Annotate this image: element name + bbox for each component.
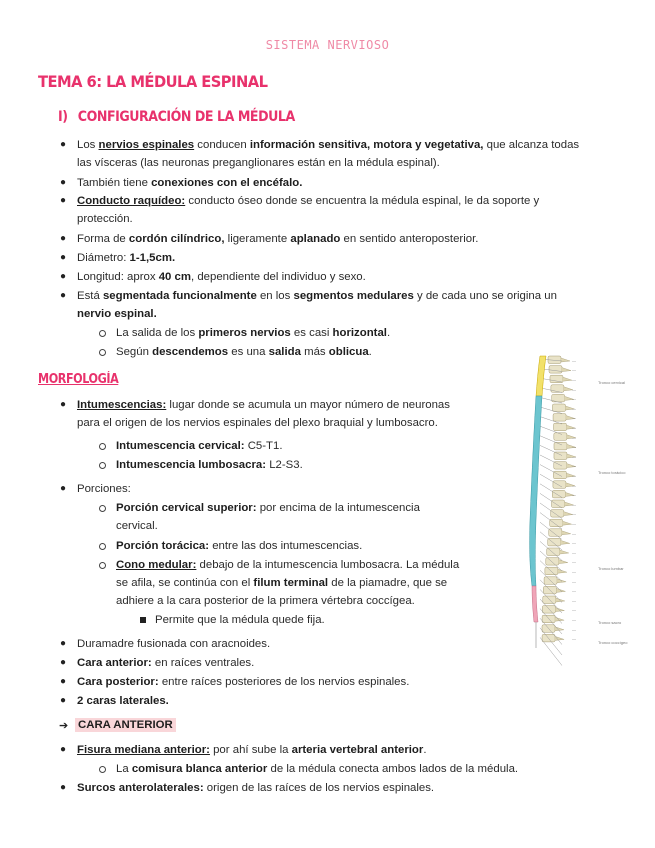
morfo-porcion-cervical-cont: cervical. — [116, 520, 158, 532]
vertebra-tick: — — [572, 502, 576, 507]
vertebra-tick: — — [572, 617, 576, 623]
bullet-dot: ● — [60, 483, 67, 494]
spinous-process — [556, 598, 565, 602]
sub-bullet-circle — [99, 766, 106, 773]
cord-cervical — [536, 356, 546, 396]
morfo-cono-medular-cont-2: adhiere a la cara posterior de la primera vértebra coccígea. — [116, 595, 415, 607]
figure-labels — [598, 380, 628, 645]
cord-sacral — [532, 586, 538, 622]
config-bullet-1-cont: las vísceras (las neuronas preganglionares están en la médula espinal). — [77, 157, 440, 169]
arrow-right-icon: ➔ — [59, 720, 69, 732]
figure-label: Tronco coccígeo — [598, 640, 628, 645]
vertebra-tick: — — [572, 540, 576, 546]
config-bullet-3-cont: protección. — [77, 213, 133, 225]
spinous-process — [561, 358, 570, 362]
vertebra — [553, 414, 566, 422]
vertebra-tick: — — [572, 454, 576, 459]
bullet-dot: ● — [60, 399, 67, 410]
vertebra — [552, 490, 565, 498]
config-bullet-1: Los nervios espinales conducen información sensitiva, motora y vegetativa, que alcanza todas — [77, 139, 580, 151]
vertebra-tick: — — [572, 598, 576, 603]
morfo-intumescencias: Intumescencias: lugar donde se acumula un mayor número de neuronas — [77, 399, 450, 411]
figure-label: Tronco torácico — [598, 470, 626, 475]
vertebra-tick: — — [572, 386, 576, 392]
cord-thoracic-lumbar — [530, 396, 542, 586]
vertebra-tick: — — [572, 377, 576, 383]
morfo-cara-anterior: Cara anterior: en raíces ventrales. — [77, 657, 255, 669]
morfo-duramadre: Duramadre fusionada con aracnoides. — [77, 638, 271, 650]
bullet-dot: ● — [60, 782, 67, 793]
vertebra-tick: — — [572, 425, 576, 431]
config-bullet-5: Diámetro: 1-1,5cm. — [77, 252, 176, 264]
spinous-process — [561, 540, 570, 544]
bullet-dot: ● — [60, 676, 67, 687]
page-header: SISTEMA NERVIOSO — [265, 38, 390, 52]
config-bullet-3: Conducto raquídeo: conducto óseo donde se encuentra la médula espinal, le da soporte y — [77, 195, 540, 207]
bullet-dot: ● — [60, 139, 67, 150]
bullet-dot: ● — [60, 290, 67, 301]
vertebra — [543, 596, 556, 604]
morfo-cono-medular: Cono medular: debajo de la intumescencia lumbosacra. La médula — [116, 559, 460, 571]
spinous-process — [555, 636, 564, 640]
spinous-process — [563, 521, 572, 525]
vertebra-tick: — — [572, 463, 576, 469]
config-bullet-7-cont: nervio espinal. — [77, 308, 157, 320]
config-sub-1: La salida de los primeros nervios es casi horizontal. — [116, 327, 391, 339]
morfo-porcion-cervical: Porción cervical superior: por encima de la intumescencia — [116, 502, 420, 514]
sub-bullet-circle — [99, 543, 106, 550]
vertebra-tick: — — [572, 530, 576, 536]
vertebra-tick: — — [572, 473, 576, 479]
bullet-dot: ● — [60, 657, 67, 668]
morfo-porcion-toracica: Porción torácica: entre las dos intumescencias. — [116, 540, 363, 552]
fisura-mediana: Fisura mediana anterior: por ahí sube la arteria vertebral anterior. — [77, 744, 427, 756]
bullet-dot: ● — [60, 271, 67, 282]
sub-bullet-circle — [99, 505, 106, 512]
cara-anterior-heading: CARA ANTERIOR — [75, 718, 176, 732]
vertebra-tick: — — [572, 578, 576, 584]
config-bullet-2: También tiene conexiones con el encéfalo. — [77, 177, 303, 189]
vertebra — [554, 423, 567, 431]
morfo-porciones: Porciones: — [77, 483, 131, 495]
vertebra-tick: — — [572, 444, 576, 450]
vertebra — [553, 471, 566, 479]
vertebra-tick: — — [572, 358, 576, 363]
config-bullet-6: Longitud: aprox 40 cm, dependiente del individuo y sexo. — [77, 271, 366, 283]
morfo-cono-sub: Permite que la médula quede fija. — [155, 614, 325, 626]
spinous-process — [558, 569, 567, 573]
vertebra-tick: — — [572, 367, 576, 373]
vertebra-tick: — — [572, 511, 576, 517]
vertebra — [545, 567, 558, 575]
page-title: TEMA 6: LA MÉDULA ESPINAL — [38, 72, 268, 91]
morfo-int-cervical: Intumescencia cervical: C5-T1. — [116, 440, 283, 452]
vertebra-tick: — — [572, 482, 576, 488]
vertebra — [542, 606, 555, 614]
spinous-process — [556, 588, 565, 592]
bullet-dot: ● — [60, 695, 67, 706]
vertebra — [552, 500, 565, 508]
vertebra — [549, 529, 562, 537]
bullet-dot: ● — [60, 177, 67, 188]
comisura-blanca: La comisura blanca anterior de la médula conecta ambos lados de la médula. — [116, 763, 519, 775]
sub-bullet-circle — [99, 330, 106, 337]
vertebra — [553, 481, 566, 489]
config-bullet-7: Está segmentada funcionalmente en los segmentos medulares y de cada uno se origina un — [77, 290, 557, 302]
sub-bullet-circle — [99, 349, 106, 356]
vertebra-tick: — — [572, 626, 576, 632]
vertebra — [550, 375, 563, 383]
bullet-dot: ● — [60, 233, 67, 244]
bullet-dot: ● — [60, 195, 67, 206]
sub-bullet-circle — [99, 443, 106, 450]
morfologia-heading: MORFOLOGÍA — [38, 372, 119, 387]
vertebra — [551, 510, 564, 517]
vertebra-tick: — — [572, 569, 576, 575]
vertebra — [551, 385, 564, 393]
vertebra-tick: — — [572, 406, 576, 411]
sub-bullet-circle — [99, 462, 106, 469]
bullet-dot: ● — [60, 744, 67, 755]
figure-label: Tronco lumbar — [598, 566, 624, 571]
morfo-cono-medular-cont-1: se afila, se continúa con el filum terminal de la piamadre, que se — [116, 577, 448, 589]
vertebra-tick: — — [572, 492, 576, 498]
spinous-process — [562, 531, 571, 535]
morfo-intumescencias-cont: para el origen de los nervios espinales del plexo braquial y lumbosacro. — [77, 417, 438, 429]
sub-bullet-circle — [99, 562, 106, 569]
vertebra-tick: — — [572, 607, 576, 613]
figure-label: Tronco sacro — [598, 620, 622, 625]
section-title: CONFIGURACIÓN DE LA MÉDULA — [77, 109, 295, 125]
morfo-cara-posterior: Cara posterior: entre raíces posteriores de los nervios espinales. — [77, 676, 410, 688]
spinous-process — [563, 377, 572, 381]
morfo-caras-laterales: 2 caras laterales. — [77, 695, 169, 707]
spinous-process — [562, 368, 571, 372]
config-bullet-4: Forma de cordón cilíndrico, ligeramente aplanado en sentido anteroposterior. — [77, 233, 479, 245]
vertebra — [542, 615, 555, 623]
vertebra-tick: — — [572, 588, 576, 594]
bullet-dot: ● — [60, 638, 67, 649]
sub-sub-bullet-square — [140, 617, 146, 623]
spinous-process — [559, 560, 568, 564]
vertebra — [546, 558, 559, 566]
figure-label: Tronco cervical — [598, 380, 625, 385]
vertebra — [554, 442, 567, 450]
section-heading — [58, 109, 295, 125]
spinous-process — [560, 550, 569, 554]
surcos-anterolaterales: Surcos anterolaterales: origen de las raíces de los nervios espinales. — [77, 782, 435, 794]
vertebra — [549, 366, 562, 374]
bullet-dot: ● — [60, 252, 67, 263]
vertebra-tick: — — [572, 396, 576, 402]
vertebra — [552, 404, 565, 412]
vertebra — [554, 452, 567, 460]
config-sub-2: Según descendemos es una salida más oblicua. — [116, 346, 372, 358]
vertebrae-group — [542, 356, 576, 642]
vertebra-tick: — — [572, 434, 576, 440]
section-number: I) — [58, 109, 68, 125]
vertebra-tick: — — [572, 550, 576, 555]
vertebra-tick: — — [572, 521, 576, 527]
morfo-int-lumbosacra: Intumescencia lumbosacra: L2-S3. — [116, 459, 303, 471]
vertebra-tick: — — [572, 559, 576, 565]
vertebra-tick: — — [572, 415, 576, 421]
vertebra-tick: — — [572, 636, 576, 642]
vertebra — [550, 519, 563, 527]
spinal-cord-figure — [502, 350, 628, 660]
